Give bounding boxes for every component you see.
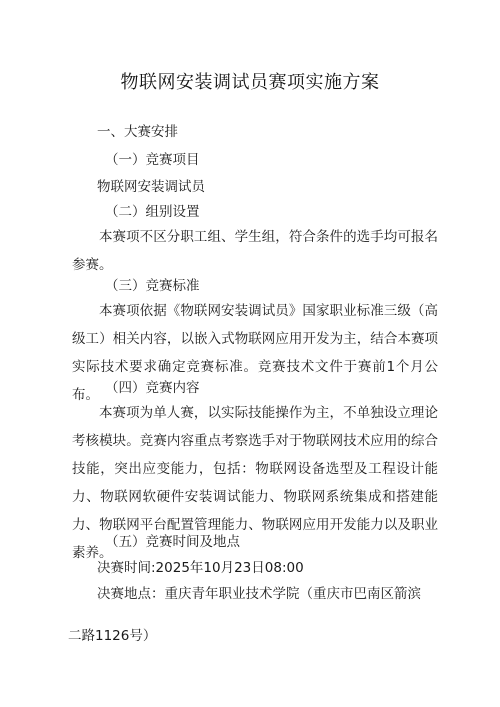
subsection-heading-project: （一）竞赛项目 bbox=[105, 152, 200, 168]
final-place-text: 决赛地点：重庆青年职业技术学院（重庆市巴南区箭滨 bbox=[97, 586, 421, 602]
subsection-heading-content: （四）竞赛内容 bbox=[105, 380, 200, 396]
content-paragraph: 本赛项为单人赛，以实际技能操作为主，不单独设立理论考核模块。竞赛内容重点考察选手对于物联网技术应用的综合技能，突出应变能力，包括：物联网设备选型及工程设计能力、物联网软硬件安装调试能力、物联网系统集成和搭建能力、物联网平台配置管理能力、物联网应用开发能力以及职业素养。 bbox=[72, 405, 438, 561]
standard-paragraph: 本赛项依据《物联网安装调试员》国家职业标准三级（高级工）相关内容，以嵌入式物联网应用开发为主，结合本赛项实际技术要求确定竞赛标准。竞赛技术文件于赛前1个月公布。 bbox=[72, 303, 438, 403]
subsection-heading-time-place: （五）竞赛时间及地点 bbox=[105, 534, 240, 550]
section-heading-arrangement: 一、大赛安排 bbox=[97, 124, 178, 140]
final-place-continuation: 二路1126号） bbox=[68, 628, 157, 644]
groups-paragraph: 本赛项不区分职工组、学生组，符合条件的选手均可报名参赛。 bbox=[72, 229, 438, 273]
final-time-text: 决赛时间:2025年10月23日08:00 bbox=[97, 560, 304, 576]
project-name-text: 物联网安装调试员 bbox=[97, 179, 205, 195]
subsection-heading-groups: （二）组别设置 bbox=[105, 204, 200, 220]
document-title: 物联网安装调试员赛项实施方案 bbox=[120, 72, 380, 93]
subsection-heading-standard: （三）竞赛标准 bbox=[105, 278, 200, 294]
